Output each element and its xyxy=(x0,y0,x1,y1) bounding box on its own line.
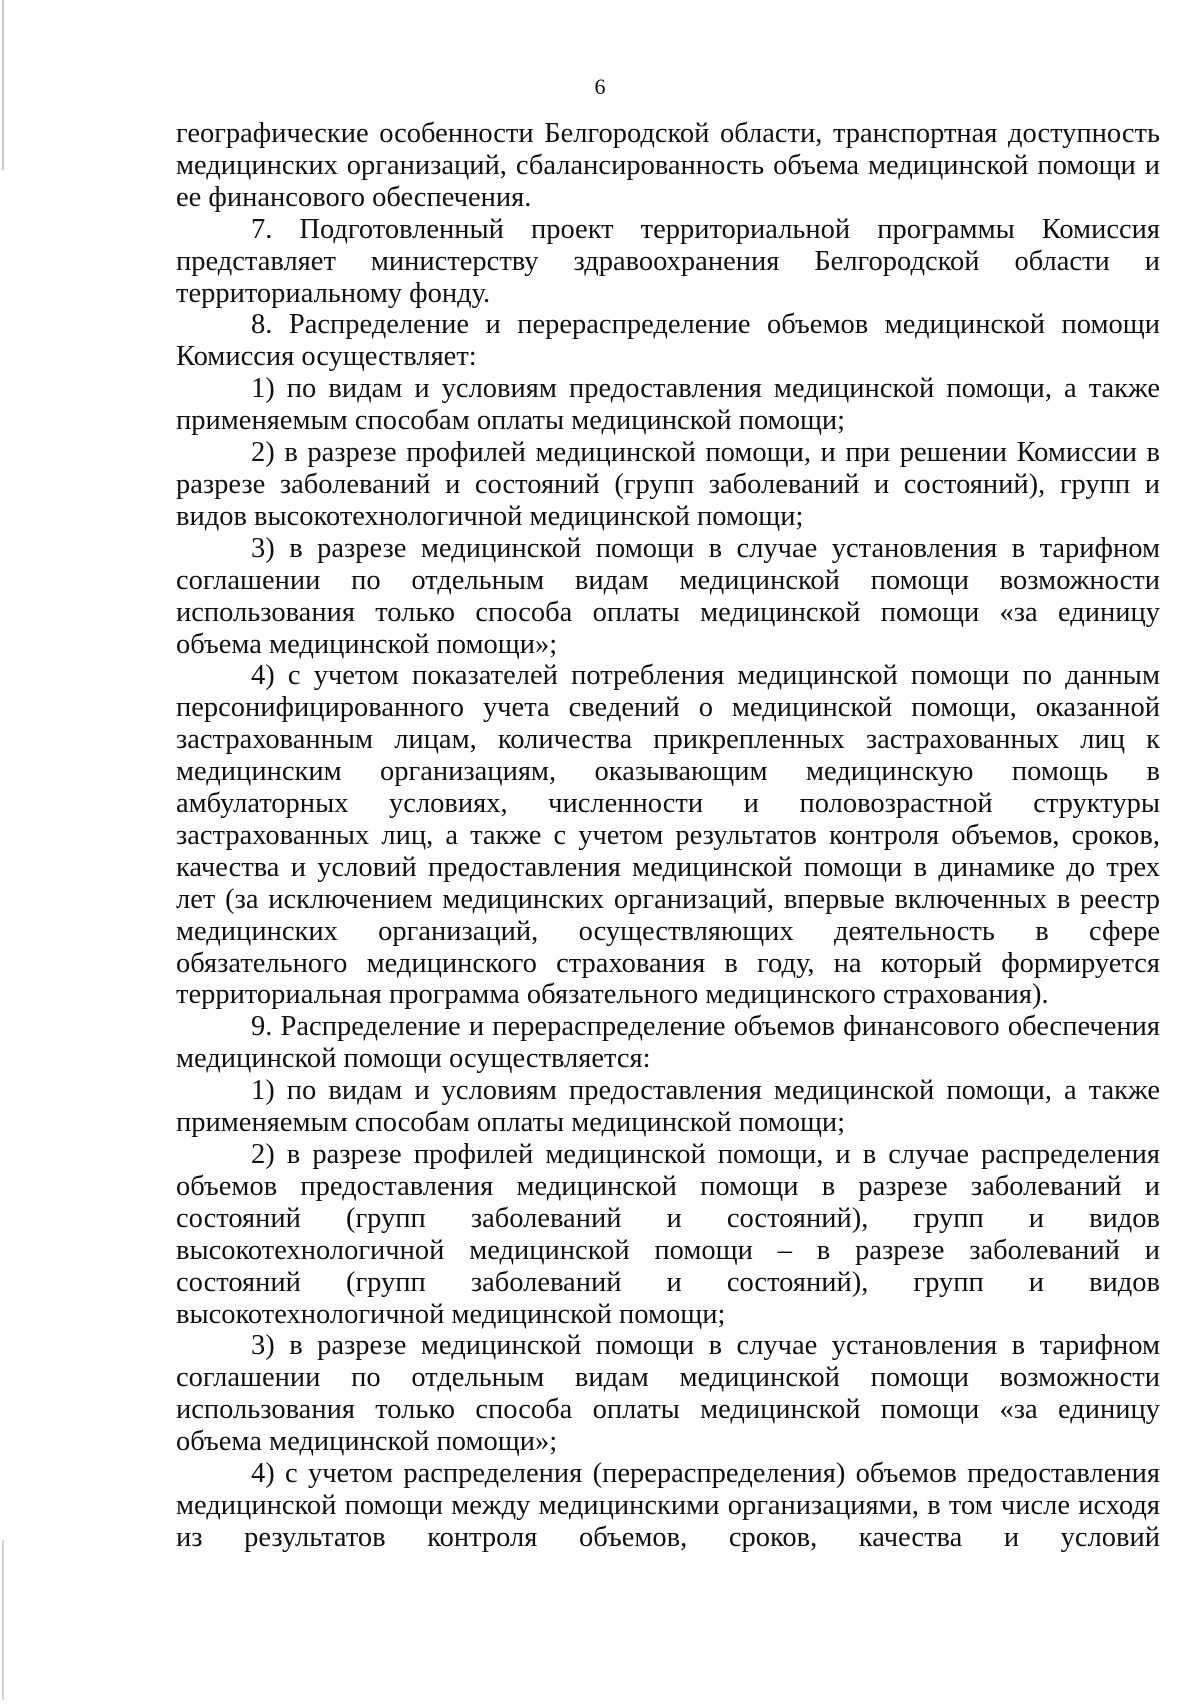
paragraph: географические особенности Белгородской области, транспортная доступность медицинских организаций, сбалансированность объема медицинской помощи и ее финансового обеспечения. xyxy=(176,118,1160,213)
paragraph: 4) с учетом распределения (перераспределения) объемов предоставления медицинской помощи между медицинскими организациями, в том числе исходя из результатов контроля объемов, сроков, качества и условий xyxy=(176,1458,1160,1553)
paragraph: 1) по видам и условиям предоставления медицинской помощи, а также применяемым способам оплаты медицинской помощи; xyxy=(176,1075,1160,1139)
paragraph: 8. Распределение и перераспределение объемов медицинской помощи Комиссия осуществляет: xyxy=(176,309,1160,373)
scan-edge-line-bottom xyxy=(2,1540,4,1700)
paragraph: 7. Подготовленный проект территориальной программы Комиссия представляет министерству здравоохранения Белгородской области и территориальному фонду. xyxy=(176,213,1160,309)
paragraph: 3) в разрезе медицинской помощи в случае установления в тарифном соглашении по отдельным видам медицинской помощи возможности использования только способа оплаты медицинской помощи «за единицу объема медицинской помощи»; xyxy=(176,1330,1160,1458)
paragraph: 2) в разрезе профилей медицинской помощи, и при решении Комиссии в разрезе заболеваний и состояний (групп заболеваний и состояний), групп и видов высокотехнологичной медицинской помощи; xyxy=(176,437,1160,532)
page-number: 6 xyxy=(594,74,606,99)
paragraph: 9. Распределение и перераспределение объемов финансового обеспечения медицинской помощи осуществляется: xyxy=(176,1011,1160,1075)
document-body xyxy=(176,118,1160,1554)
paragraph: 1) по видам и условиям предоставления медицинской помощи, а также применяемым способам оплаты медицинской помощи; xyxy=(176,373,1160,437)
paragraph: 4) с учетом показателей потребления медицинской помощи по данным персонифицированного учета сведений о медицинской помощи, оказанной застрахованным лицам, количества прикрепленных застрахованных лиц к медицинским организациям, оказывающим медицинскую помощь в амбулаторных условиях, численности и половозрастной структуры застрахованных лиц, а также с учетом результатов контроля объемов, сроков, качества и условий предоставления медицинской помощи в динамике до трех лет (за исключением медицинских организаций, впервые включенных в реестр медицинских организаций, осуществляющих деятельность в сфере обязательного медицинского страхования в году, на который формируется территориальная программа обязательного медицинского страхования). xyxy=(176,660,1160,1011)
paragraph: 2) в разрезе профилей медицинской помощи, и в случае распределения объемов предоставления медицинской помощи в разрезе заболеваний и состояний (групп заболеваний и состояний), групп и видов высокотехнологичной медицинской помощи – в разрезе заболеваний и состояний (групп заболеваний и состояний), групп и видов высокотехнологичной медицинской помощи; xyxy=(176,1139,1160,1330)
paragraph: 3) в разрезе медицинской помощи в случае установления в тарифном соглашении по отдельным видам медицинской помощи возможности использования только способа оплаты медицинской помощи «за единицу объема медицинской помощи»; xyxy=(176,532,1160,660)
